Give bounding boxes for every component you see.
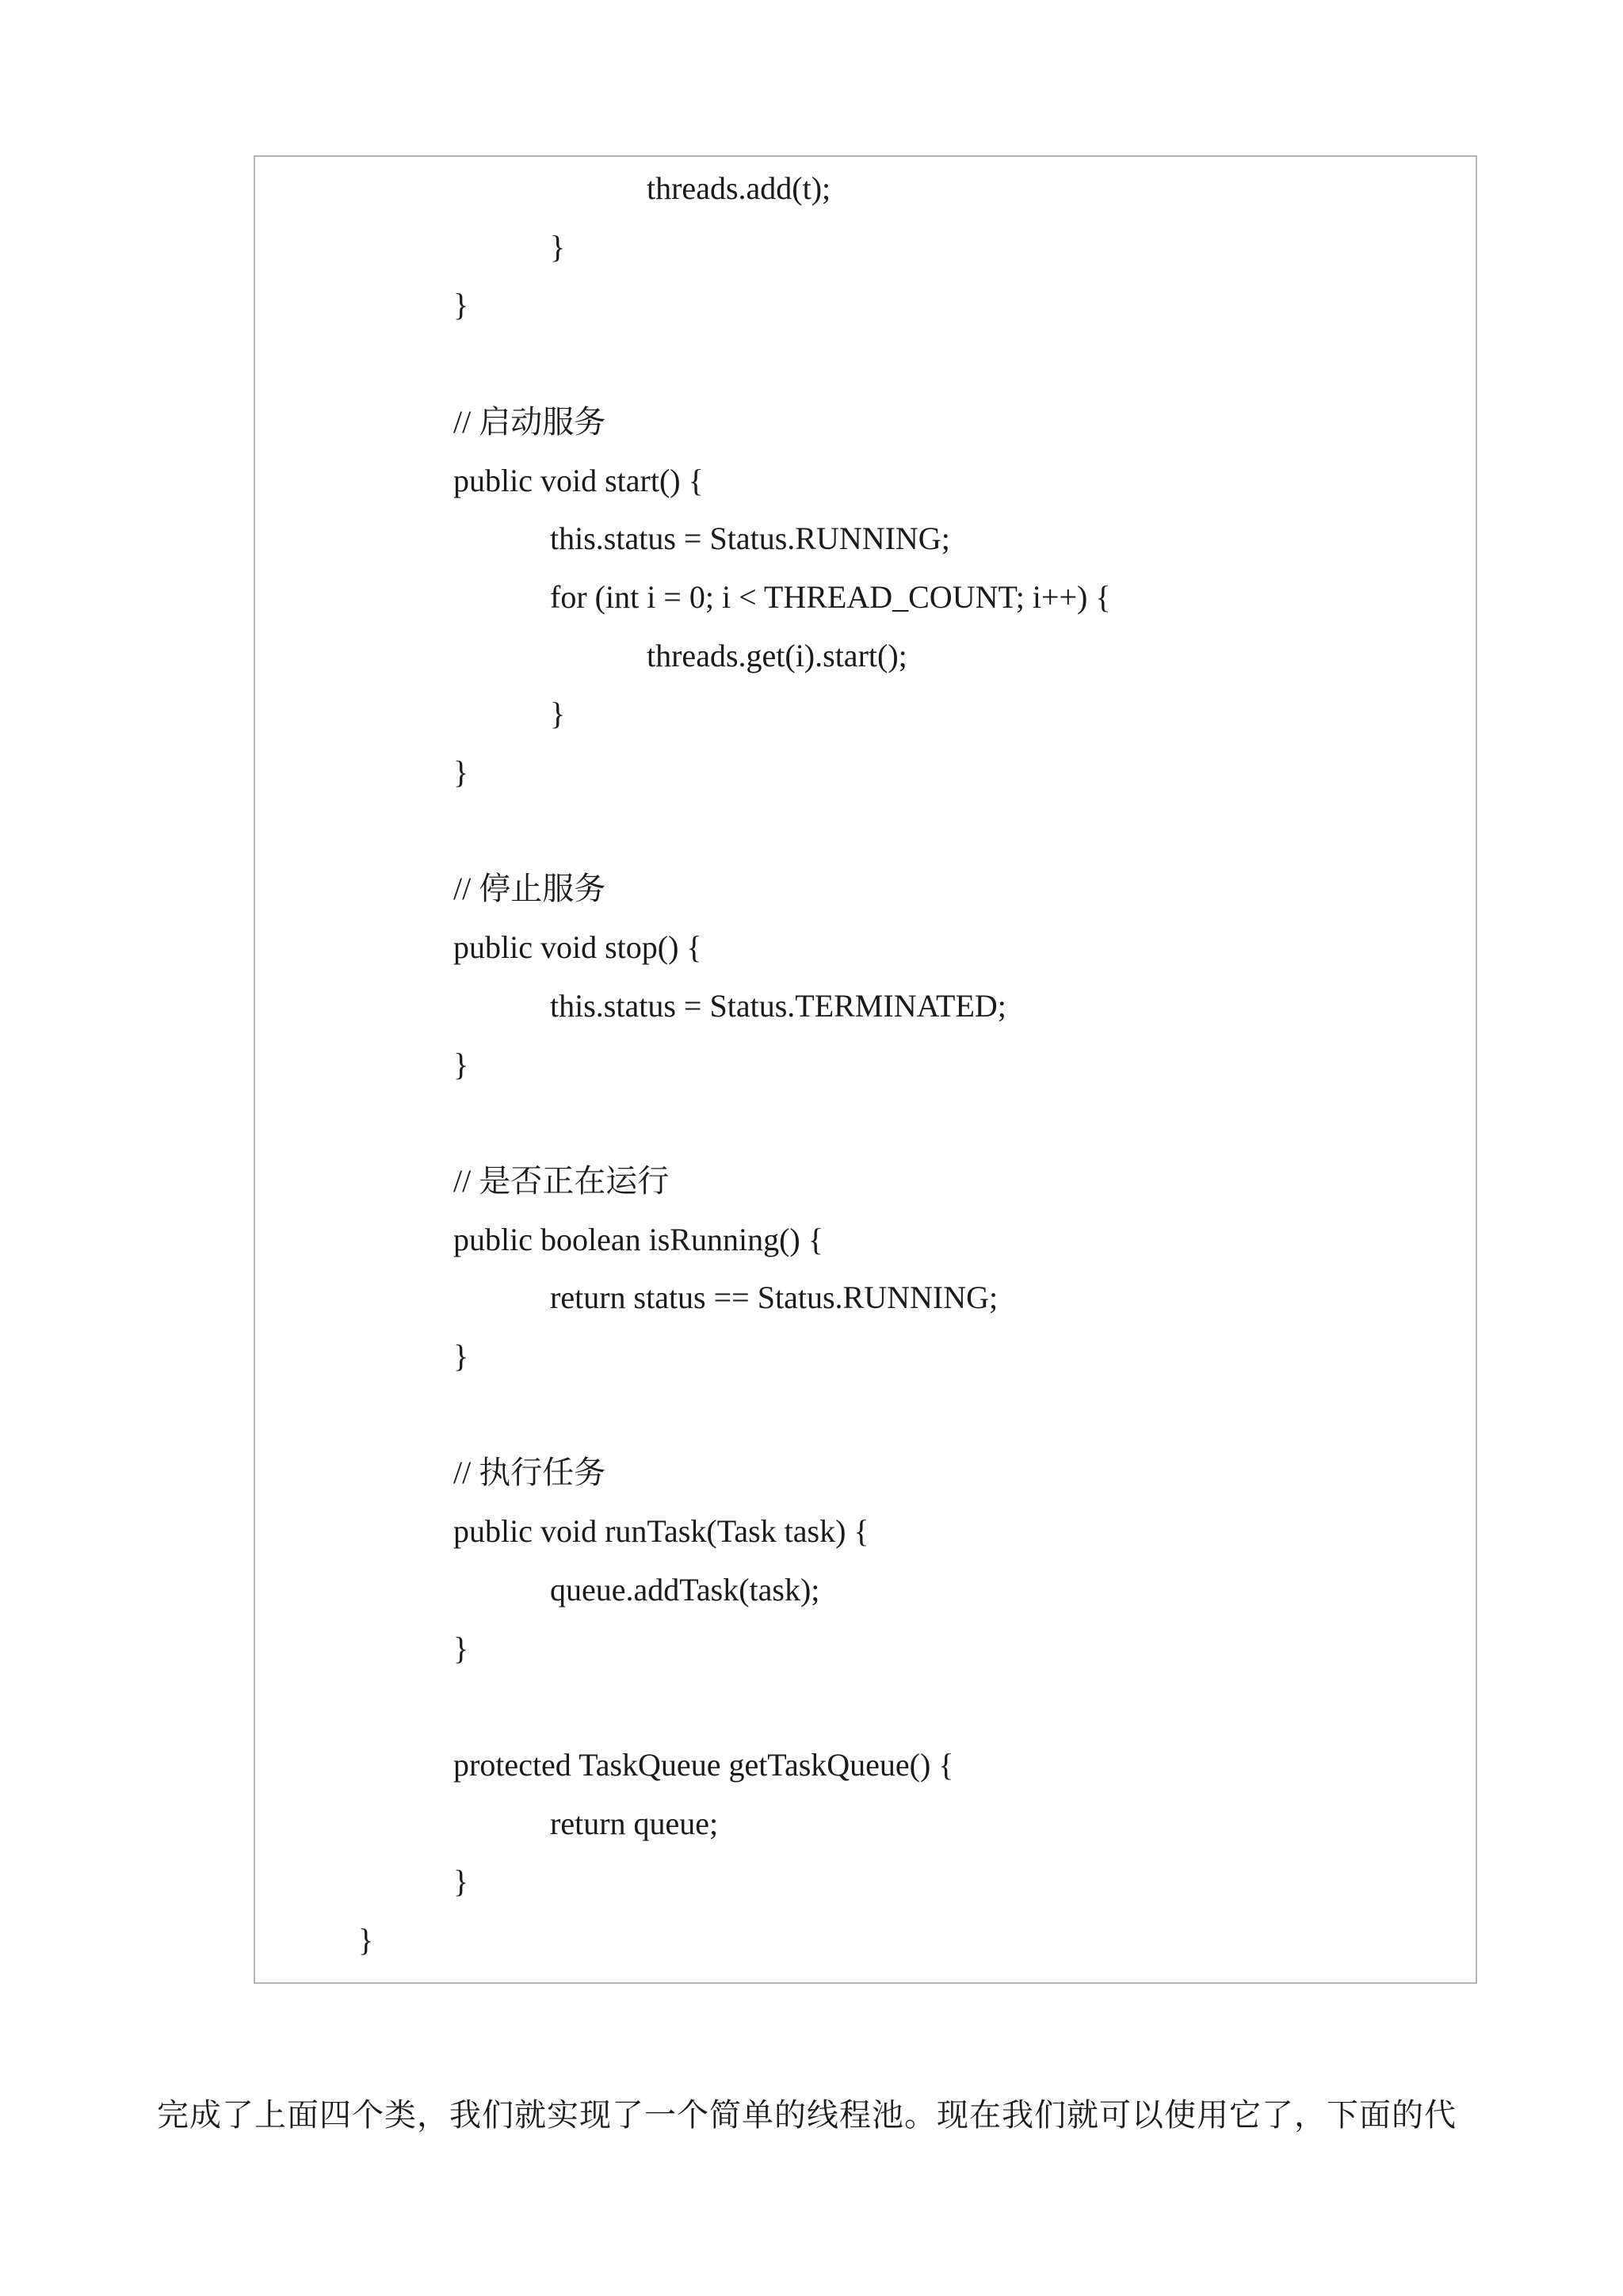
code-line: } [453,287,469,322]
code-line: public void stop() { [453,929,702,965]
code-line: } [550,229,566,265]
code-line: // 停止服务 [453,871,606,906]
code-line: // 执行任务 [453,1455,606,1490]
code-line: protected TaskQueue getTaskQueue() { [453,1747,954,1783]
code-line: return status == Status.RUNNING; [550,1280,999,1315]
code-line: public void runTask(Task task) { [453,1513,869,1549]
code-line: } [453,1338,469,1374]
code-line: } [453,1047,469,1082]
code-line: return queue; [550,1806,719,1841]
code-line: threads.add(t); [647,170,831,206]
code-line: this.status = Status.TERMINATED; [550,988,1006,1024]
code-line: } [453,754,469,790]
code-line: this.status = Status.RUNNING; [550,521,950,556]
code-line: } [358,1922,374,1958]
code-line: } [453,1863,469,1899]
code-line: public void start() { [453,463,704,498]
code-line: } [453,1630,469,1666]
code-block [254,155,1477,1984]
code-line: // 是否正在运行 [453,1163,670,1199]
code-line: } [550,696,566,731]
body-paragraph: 完成了上面四个类，我们就实现了一个简单的线程池。现在我们就可以使用它了，下面的代 [157,2097,1457,2133]
code-line: queue.addTask(task); [550,1572,820,1608]
code-line: public boolean isRunning() { [453,1222,823,1257]
code-line: for (int i = 0; i < THREAD_COUNT; i++) { [550,579,1111,615]
code-line: threads.get(i).start(); [647,638,907,673]
code-line: // 启动服务 [453,404,606,440]
